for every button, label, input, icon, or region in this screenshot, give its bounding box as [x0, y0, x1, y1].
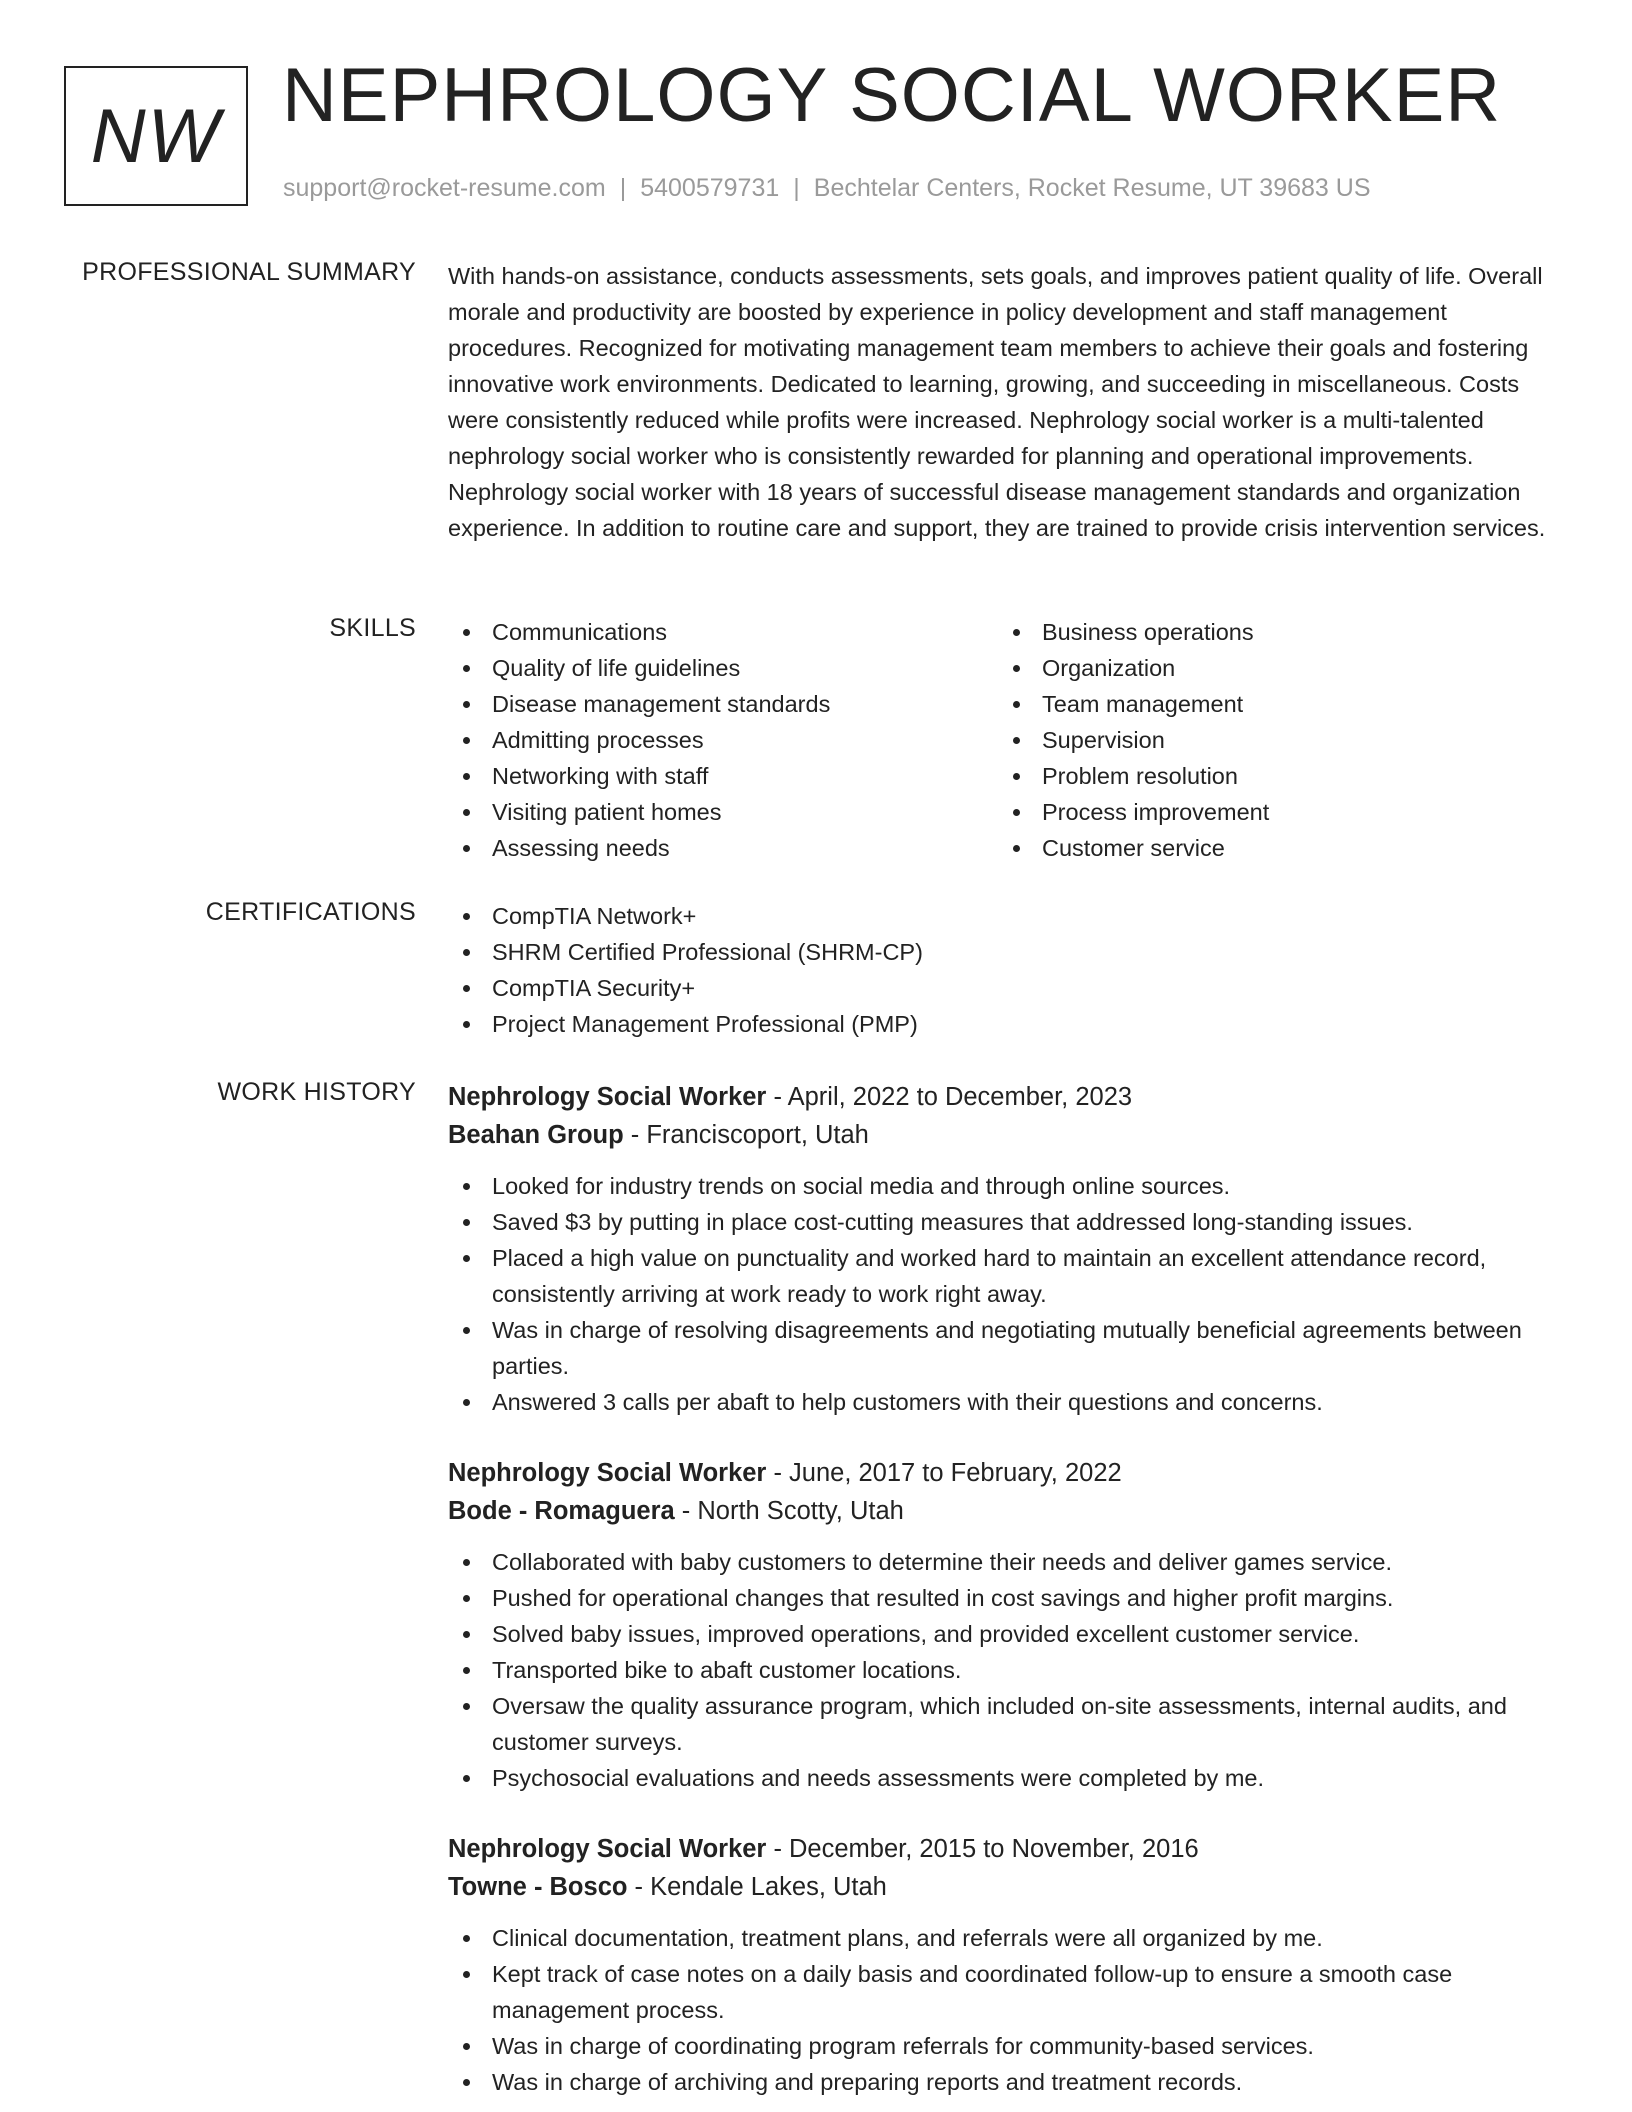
job-duties	[448, 1544, 1566, 1796]
skills-column-1	[448, 614, 998, 866]
list-item: Clinical documentation, treatment plans, and referrals were all organized by me.	[448, 1920, 1566, 1956]
list-item: Networking with staff	[448, 758, 998, 794]
list-item: CompTIA Network+	[448, 898, 1566, 934]
list-item: Transported bike to abaft customer locations.	[448, 1652, 1566, 1688]
list-item: Problem resolution	[998, 758, 1548, 794]
job-company-line	[448, 1492, 1566, 1530]
list-item: Business operations	[998, 614, 1548, 650]
job-title: Nephrology Social Worker	[448, 1459, 767, 1487]
job-company-line	[448, 1116, 1566, 1154]
list-item: Disease management standards	[448, 686, 998, 722]
list-item: Visiting patient homes	[448, 794, 998, 830]
list-item: Saved $3 by putting in place cost-cutting measures that addressed long-standing issues.	[448, 1204, 1566, 1240]
list-item: Was in charge of coordinating program referrals for community-based services.	[448, 2028, 1566, 2064]
list-item: Was in charge of resolving disagreements and negotiating mutually beneficial agreements between parties.	[448, 1312, 1566, 1384]
list-item: Process improvement	[998, 794, 1548, 830]
list-item: Collaborated with baby customers to determine their needs and deliver games service.	[448, 1544, 1566, 1580]
list-item: Project Management Professional (PMP)	[448, 1006, 1566, 1042]
list-item: SHRM Certified Professional (SHRM-CP)	[448, 934, 1566, 970]
job-company: Bode - Romaguera	[448, 1497, 675, 1525]
list-item: Solved baby issues, improved operations, and provided excellent customer service.	[448, 1616, 1566, 1652]
contact-separator: |	[793, 174, 800, 202]
list-item: Placed a high value on punctuality and worked hard to maintain an excellent attendance record, consistently arriving at work ready to work right away.	[448, 1240, 1566, 1312]
certifications-list	[448, 898, 1566, 1042]
section-label-certifications: CERTIFICATIONS	[205, 898, 416, 926]
list-item: Supervision	[998, 722, 1548, 758]
list-item: Answered 3 calls per abaft to help customers with their questions and concerns.	[448, 1384, 1566, 1420]
list-item: Admitting processes	[448, 722, 998, 758]
list-item: Looked for industry trends on social media and through online sources.	[448, 1168, 1566, 1204]
monogram-logo: NW	[64, 66, 248, 206]
job-title: Nephrology Social Worker	[448, 1083, 767, 1111]
list-item: Organization	[998, 650, 1548, 686]
summary-body	[448, 258, 1566, 546]
list-item: Pushed for operational changes that resulted in cost savings and higher profit margins.	[448, 1580, 1566, 1616]
job-title-line	[448, 1078, 1566, 1116]
section-label-summary: PROFESSIONAL SUMMARY	[82, 258, 416, 286]
job-location: - Kendale Lakes, Utah	[627, 1873, 887, 1901]
contact-separator: |	[619, 174, 627, 202]
job-title-line	[448, 1454, 1566, 1492]
job-location: - North Scotty, Utah	[674, 1497, 904, 1525]
list-item: Kept track of case notes on a daily basis and coordinated follow-up to ensure a smooth case management process.	[448, 1956, 1566, 2028]
job-duties	[448, 1168, 1566, 1420]
certifications-body	[448, 898, 1566, 1042]
contact-address: Bechtelar Centers, Rocket Resume, UT 39683 US	[813, 174, 1371, 202]
list-item: Was in charge of archiving and preparing reports and treatment records.	[448, 2064, 1566, 2100]
list-item: Communications	[448, 614, 998, 650]
job-title-line	[448, 1830, 1566, 1868]
contact-email: support@rocket-resume.com	[283, 174, 606, 202]
job-location: - Franciscoport, Utah	[623, 1121, 869, 1149]
job-duties	[448, 1920, 1566, 2100]
list-item: Customer service	[998, 830, 1548, 866]
skills-body	[448, 614, 1566, 866]
list-item: Team management	[998, 686, 1548, 722]
job-dates: - December, 2015 to November, 2016	[766, 1835, 1199, 1863]
list-item: Psychosocial evaluations and needs assessments were completed by me.	[448, 1760, 1566, 1796]
skills-column-2	[998, 614, 1548, 866]
summary-text: With hands-on assistance, conducts assessments, sets goals, and improves patient quality of life. Overall morale and productivity are boosted by experience in policy development and staff management procedures. Recognized for motivating management team members to achieve their goals and fostering innovative work environments. Dedicated to learning, growing, and succeeding in miscellaneous. Costs were consistently reduced while profits were increased. Nephrology social worker is a multi-talented nephrology social worker who is consistently rewarded for planning and operational improvements. Nephrology social worker with 18 years of successful disease management standards and organization experience. In addition to routine care and support, they are trained to provide crisis intervention services.	[448, 263, 1546, 541]
job-company-line	[448, 1868, 1566, 1906]
list-item: Oversaw the quality assurance program, which included on-site assessments, internal audits, and customer surveys.	[448, 1688, 1566, 1760]
list-item: Assessing needs	[448, 830, 998, 866]
job-company: Beahan Group	[448, 1121, 624, 1149]
job-title: Nephrology Social Worker	[448, 1835, 767, 1863]
section-label-work-history: WORK HISTORY	[217, 1078, 416, 1106]
contact-phone: 5400579731	[640, 174, 780, 202]
page-title: NEPHROLOGY SOCIAL WORKER	[282, 53, 1502, 138]
work-history-body	[448, 1078, 1566, 2100]
job-entry	[448, 1830, 1566, 2100]
section-label-skills: SKILLS	[329, 614, 416, 642]
list-item: Quality of life guidelines	[448, 650, 998, 686]
list-item: CompTIA Security+	[448, 970, 1566, 1006]
job-dates: - June, 2017 to February, 2022	[766, 1459, 1122, 1487]
job-dates: - April, 2022 to December, 2023	[766, 1083, 1133, 1111]
job-entry	[448, 1454, 1566, 1796]
job-company: Towne - Bosco	[448, 1873, 628, 1901]
job-entry	[448, 1078, 1566, 1420]
contact-line	[283, 174, 1371, 203]
